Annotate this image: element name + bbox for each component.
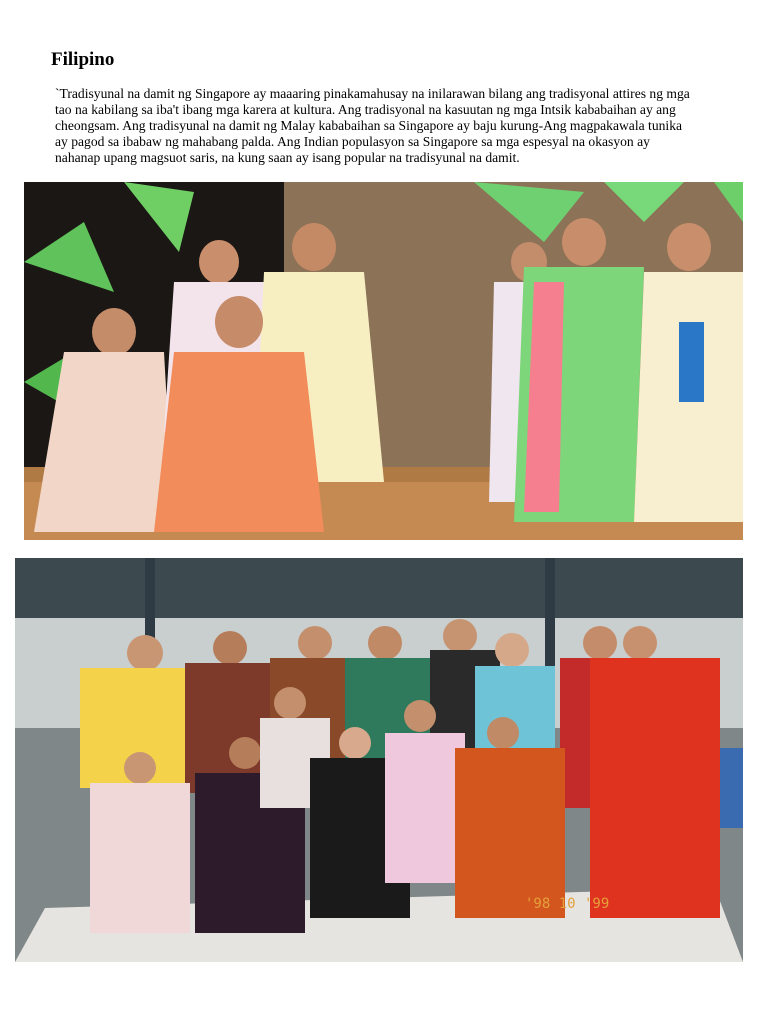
photo-group-traditional-costumes xyxy=(15,558,743,962)
photo-stage-fan-dance xyxy=(24,182,743,540)
body-paragraph: `Tradisyunal na damit ng Singapore ay maaaring pinakamahusay na inilarawan bilang ang tradisyonal attires ng mga tao na kabilang sa iba't ibang mga karera at kultura. Ang tradisyonal na kasuutan ng mga Intsik kababaihan ay ang cheongsam. Ang tradisyunal na damit ng Malay kababaihan sa Singapore ay baju kurung-Ang magpakawala tunika ay pagod sa ibabaw ng mahabang palda. Ang Indian populasyon sa Singapore sa mga espesyal na okasyon ay nahanap upang magsuot saris, na kung saan ay isang popular na tradisyunal na damit. xyxy=(55,86,690,166)
stage-fan-dance-image xyxy=(24,182,743,540)
group-costumes-image xyxy=(15,558,743,962)
photo-date-stamp: '98 10 '99 xyxy=(525,896,610,912)
page-title: Filipino xyxy=(51,49,115,70)
